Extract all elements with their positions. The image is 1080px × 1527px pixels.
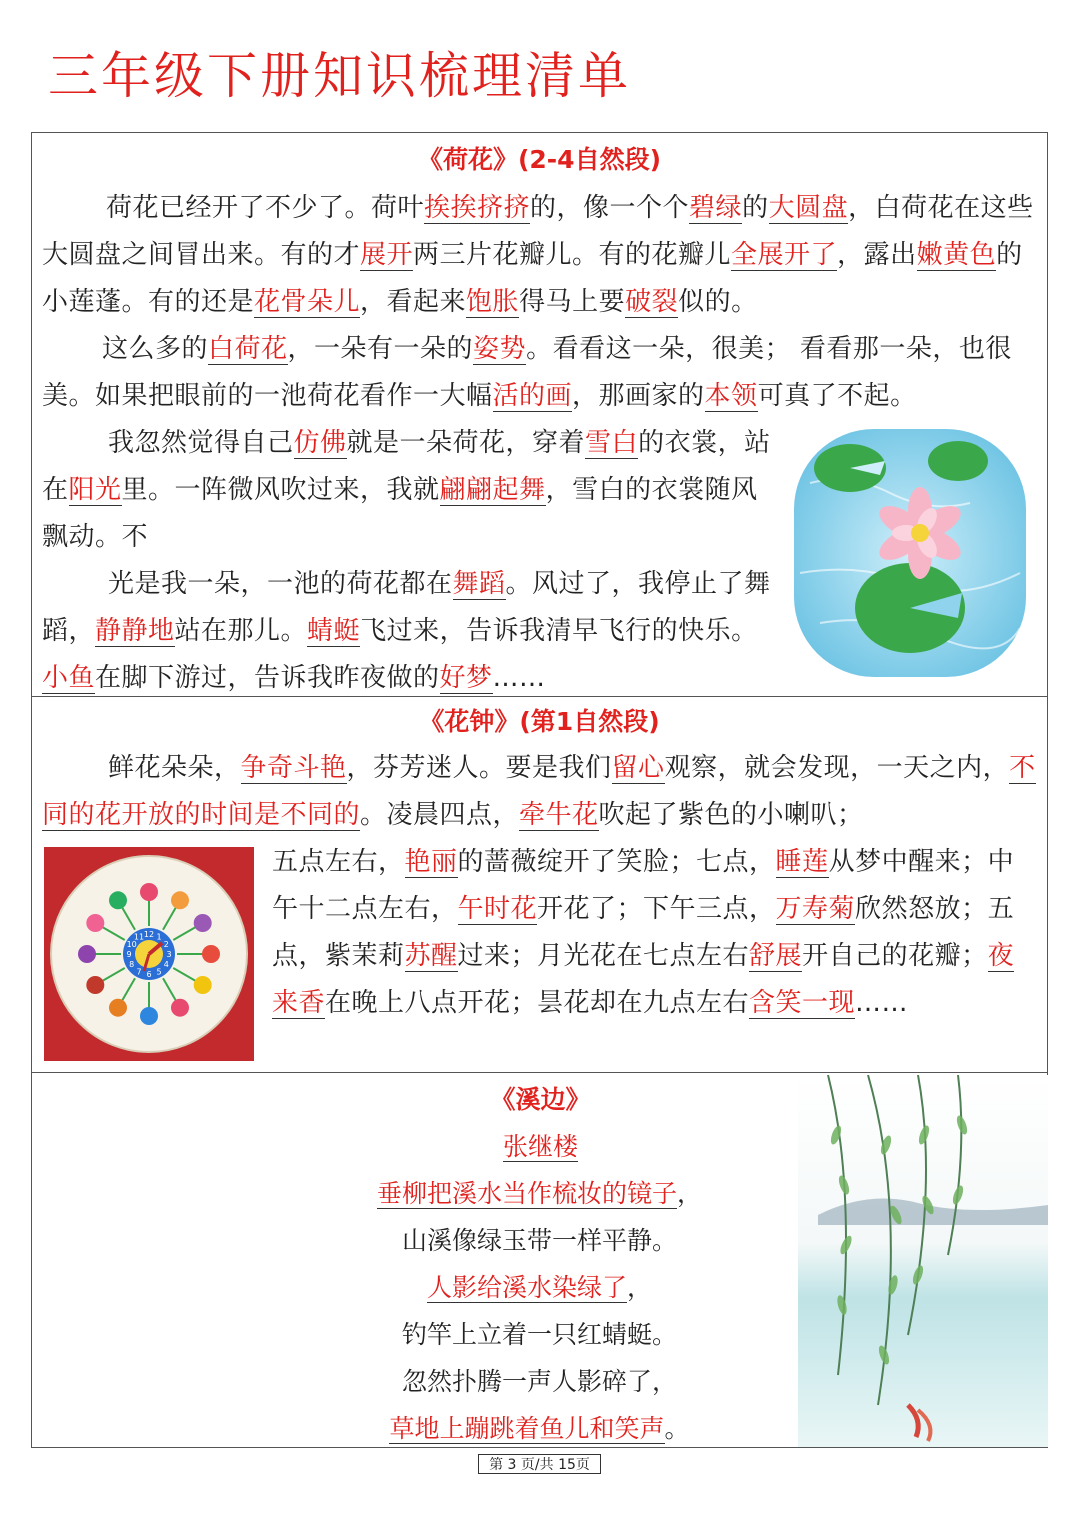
page-title: 三年级下册知识梳理清单 <box>48 47 631 105</box>
text-run: …… <box>492 663 546 693</box>
highlighted-term: 万寿菊 <box>775 894 856 924</box>
highlighted-term: 雪白 <box>585 428 639 458</box>
clock-flower <box>86 976 104 994</box>
highlighted-term: 夜来香 <box>272 941 1015 1018</box>
clock-flower <box>140 883 158 901</box>
page-number: 第 3 页/共 15页 <box>478 1454 601 1474</box>
text-run: 我忽然觉得自己 <box>108 428 294 458</box>
text-run: 开花了；下午三点， <box>537 894 776 924</box>
clock-number: 11 <box>133 932 145 942</box>
highlighted-term: 展开 <box>360 240 414 270</box>
highlighted-term: 活的画 <box>492 381 573 411</box>
highlighted-term: 挨挨挤挤 <box>424 193 531 223</box>
text-run: 的，像一个个 <box>530 193 690 223</box>
clock-number: 1 <box>156 932 162 942</box>
clock-number: 6 <box>146 970 152 979</box>
text-run: ，露出 <box>837 240 917 270</box>
text-run: ，那画家的 <box>572 381 705 411</box>
clock-flower <box>109 891 127 909</box>
creek-section <box>31 1072 1048 1448</box>
clock-number: 4 <box>163 960 169 969</box>
text-run: 欣然怒放；五点，紫茉莉 <box>272 894 1015 971</box>
clock-number: 2 <box>163 940 169 949</box>
highlighted-term: 姿势 <box>473 334 527 364</box>
lotus-section <box>31 132 1048 697</box>
lotus-paragraph-2 <box>42 326 1042 420</box>
text-run: ，一朵有一朵的 <box>287 334 474 364</box>
text-run: 站在那儿。 <box>174 616 308 646</box>
highlighted-term: 全展开了 <box>731 240 838 270</box>
highlighted-term: 苏醒 <box>404 941 458 971</box>
lotus-paragraph-3 <box>42 420 777 561</box>
highlighted-term: 人影给溪水染绿了 <box>426 1273 627 1302</box>
highlighted-term: 好梦 <box>439 663 493 693</box>
text-run: 在晚上八点开花；昙花却在九点左右 <box>325 988 750 1018</box>
flower-clock-photo <box>44 847 254 1061</box>
highlighted-term: 仿佛 <box>293 428 347 458</box>
highlighted-term: 阳光 <box>68 475 122 505</box>
text-run: ， <box>677 1179 703 1208</box>
clock-flower <box>171 999 189 1017</box>
text-run: 里。一阵微风吹过来，我就 <box>121 475 440 505</box>
text-run: 这么多的 <box>102 334 209 364</box>
highlighted-term: 垂柳把溪水当作梳妆的镜子 <box>376 1179 677 1208</box>
clock-number: 5 <box>156 967 162 977</box>
highlighted-term: 蜻蜓 <box>307 616 361 646</box>
text-run: 。 <box>664 1414 690 1443</box>
highlighted-term: 睡莲 <box>775 847 829 877</box>
poem-author: 张继楼 <box>502 1132 578 1161</box>
highlighted-term: 牵牛花 <box>519 800 599 830</box>
text-run: 。凌晨四点， <box>360 800 520 830</box>
flower-clock-paragraph-1 <box>42 745 1042 839</box>
text-run: 的小莲蓬。有的还是 <box>42 240 1023 317</box>
clock-number: 10 <box>126 940 137 949</box>
text-run: 观察，就会发现，一天之内， <box>664 753 1010 783</box>
highlighted-term: 静静地 <box>95 616 175 646</box>
highlighted-term: 饱胀 <box>466 287 520 317</box>
text-run: 似的。 <box>678 287 758 317</box>
clock-flower <box>194 914 212 932</box>
clock-flower <box>202 945 220 963</box>
text-run: 山溪像绿玉带一样平静。 <box>401 1226 677 1255</box>
text-run: ，白荷花在这些大圆盘之间冒出来。有的才 <box>42 193 1034 270</box>
highlighted-term: 争奇斗艳 <box>240 753 347 783</box>
highlighted-term: 午时花 <box>457 894 538 924</box>
clock-flower <box>171 891 189 909</box>
highlighted-term: 嫩黄色 <box>916 240 997 270</box>
lotus-illustration <box>790 423 1030 683</box>
highlighted-term: 碧绿 <box>689 193 743 223</box>
highlighted-term: 艳丽 <box>404 847 458 877</box>
text-run: 。风过了，我停止了舞蹈， <box>42 569 771 646</box>
text-run: 钓竿上立着一只红蜻蜓。 <box>401 1320 677 1349</box>
highlighted-term: 含笑一现 <box>749 988 856 1018</box>
clock-number: 7 <box>136 967 142 977</box>
text-run: …… <box>855 988 909 1018</box>
text-run: 两三片花瓣儿。有的花瓣儿 <box>413 240 732 270</box>
highlighted-term: 翩翩起舞 <box>439 475 546 505</box>
text-run: 吹起了紫色的小喇叭； <box>598 800 864 830</box>
clock-flower <box>194 976 212 994</box>
text-run: 的蔷薇绽开了笑脸；七点， <box>457 847 776 877</box>
clock-number: 9 <box>126 950 132 959</box>
text-run: 光是我一朵，一池的荷花都在 <box>108 569 453 599</box>
text-run: ，芬芳迷人。要是我们 <box>346 753 612 783</box>
clock-flower <box>109 999 127 1017</box>
highlighted-term: 花骨朵儿 <box>254 287 361 317</box>
text-run: 的 <box>742 193 769 223</box>
highlighted-term: 留心 <box>611 753 665 783</box>
text-run: ，看起来 <box>360 287 467 317</box>
highlighted-term: 舞蹈 <box>452 569 506 599</box>
text-run: 可真了不起。 <box>757 381 917 411</box>
highlighted-term: 小鱼 <box>42 663 96 693</box>
highlighted-term: 本领 <box>704 381 758 411</box>
clock-number: 12 <box>143 930 155 939</box>
text-run: 过来；月光花在七点左右 <box>457 941 750 971</box>
text-run: 在脚下游过，告诉我昨夜做的 <box>95 663 440 693</box>
lotus-section-title: 《荷花》(2-4自然段) <box>417 145 662 174</box>
text-run: 就是一朵荷花，穿着 <box>346 428 586 458</box>
highlighted-term: 草地上蹦跳着鱼儿和笑声 <box>389 1414 665 1443</box>
clock-number: 8 <box>129 960 135 969</box>
text-run: 的衣裳，站在 <box>42 428 771 505</box>
highlighted-term: 白荷花 <box>208 334 288 364</box>
text-run: 忽然扑腾一声人影碎了， <box>401 1367 677 1396</box>
clock-flower <box>86 914 104 932</box>
text-run: 得马上要 <box>519 287 626 317</box>
text-run: ， <box>627 1273 653 1302</box>
creek-section-title: 《溪边》 <box>490 1085 591 1114</box>
flower-clock-section <box>31 696 1048 1073</box>
highlighted-term: 破裂 <box>625 287 679 317</box>
text-run: ，雪白的衣裳随风飘动。不 <box>42 475 758 552</box>
text-run: 飞过来，告诉我清早飞行的快乐。 <box>360 616 758 646</box>
text-run: 五点左右， <box>272 847 405 877</box>
highlighted-term: 不同的花开放的时间是不同的 <box>42 753 1036 830</box>
text-run: 鲜花朵朵， <box>108 753 241 783</box>
lotus-paragraph-4 <box>42 561 777 702</box>
clock-number: 3 <box>166 950 172 959</box>
text-run: 从梦中醒来；中午十二点左右， <box>272 847 1015 924</box>
clock-flower <box>78 945 96 963</box>
text-run: 荷花已经开了不少了。荷叶 <box>106 193 425 223</box>
highlighted-term: 舒展 <box>749 941 803 971</box>
text-run: 开自己的花瓣； <box>802 941 988 971</box>
flower-clock-section-title: 《花钟》(第1自然段) <box>419 707 660 736</box>
clock-flower <box>140 1007 158 1025</box>
willow-illustration <box>798 1075 1048 1447</box>
text-run: 。看看这一朵，很美； 看看那一朵，也很美。如果把眼前的一池荷花看作一大幅 <box>42 334 1012 411</box>
lotus-paragraph-1 <box>42 185 1042 326</box>
highlighted-term: 大圆盘 <box>768 193 849 223</box>
lily-pad-right <box>928 441 988 481</box>
flower-clock-paragraph-2 <box>272 839 1040 1027</box>
